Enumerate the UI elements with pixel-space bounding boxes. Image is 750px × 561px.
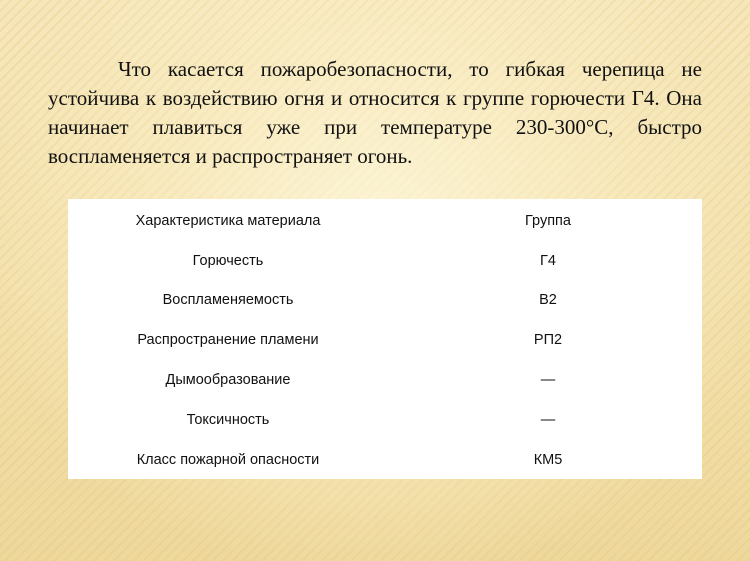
fire-safety-paragraph: Что касается пожаробезопасности, то гибкая черепица не устойчива к воздействию огня и относится к группе горючести Г4. Она начинает плавиться уже при температуре 230-300°С, быстро воспламеняется и распространяет огонь.	[48, 57, 702, 168]
table-row	[68, 440, 702, 480]
table-row	[68, 320, 702, 360]
group-cell: Г4	[540, 253, 556, 269]
characteristic-cell: Класс пожарной опасности	[136, 452, 320, 468]
header-group: Группа	[525, 213, 571, 229]
characteristic-cell: Токсичность	[186, 412, 270, 428]
table-row	[68, 280, 702, 320]
group-cell: —	[540, 372, 556, 388]
characteristic-cell: Горючесть	[192, 253, 264, 269]
fire-characteristics-table	[68, 199, 702, 479]
table-header-row	[68, 201, 702, 241]
characteristic-cell: Воспламеняемость	[162, 292, 294, 308]
characteristic-cell: Дымообразование	[165, 372, 291, 388]
group-cell: В2	[539, 292, 557, 308]
group-cell: КМ5	[533, 452, 563, 468]
table-row	[68, 241, 702, 281]
table-row	[68, 400, 702, 440]
table-row	[68, 360, 702, 400]
group-cell: РП2	[533, 332, 563, 348]
header-characteristic: Характеристика материала	[135, 213, 321, 229]
group-cell: —	[540, 412, 556, 428]
characteristic-cell: Распространение пламени	[137, 332, 319, 348]
